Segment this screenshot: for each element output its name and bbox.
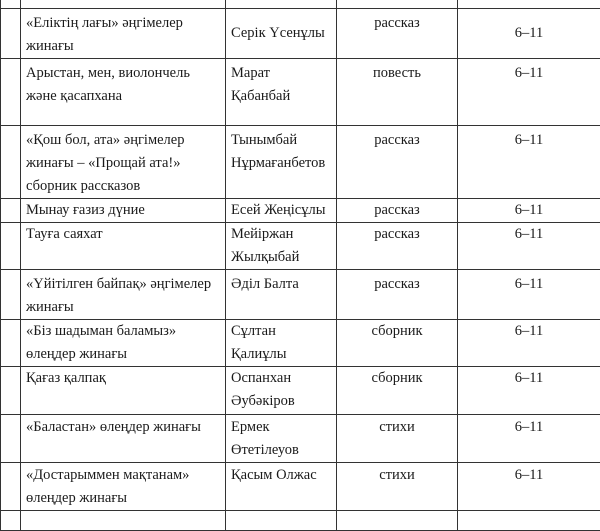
cell-grades: 6–11 <box>458 367 600 415</box>
cell-title: «Еліктің лағы» әңгімелер жинағы <box>21 9 226 59</box>
cell-grades <box>458 0 600 9</box>
cell-genre: сборник <box>337 367 458 415</box>
cell-number <box>1 270 21 320</box>
cell-grades: 6–11 <box>458 320 600 367</box>
cell-author <box>226 511 337 531</box>
cell-author: Қасым Олжас <box>226 463 337 511</box>
table-row <box>1 126 600 199</box>
cell-author <box>226 0 337 9</box>
table-row-partial-top <box>1 0 600 9</box>
cell-number <box>1 199 21 223</box>
cell-genre: сборник <box>337 320 458 367</box>
cell-title: Мынау ғазиз дүние <box>21 199 226 223</box>
cell-grades: 6–11 <box>458 463 600 511</box>
cell-author: Оспанхан Әубәкіров <box>226 367 337 415</box>
cell-grades: 6–11 <box>458 126 600 199</box>
cell-number <box>1 320 21 367</box>
table-row-partial-bottom <box>1 511 600 531</box>
cell-author: Әділ Балта <box>226 270 337 320</box>
cell-genre: рассказ <box>337 126 458 199</box>
cell-number <box>1 367 21 415</box>
cell-genre: рассказ <box>337 199 458 223</box>
table-row <box>1 223 600 270</box>
cell-author: Тынымбай Нұрмағанбетов <box>226 126 337 199</box>
cell-author: Марат Қабанбай <box>226 59 337 126</box>
cell-title: «Үйітілген байпақ» әңгімелер жинағы <box>21 270 226 320</box>
table-row <box>1 463 600 511</box>
cell-genre: повесть <box>337 59 458 126</box>
table-row <box>1 9 600 59</box>
cell-title: «Қош бол, ата» әңгімелер жинағы – «Прощай ата!» сборник рассказов <box>21 126 226 199</box>
cell-title: Арыстан, мен, виолончель және қасапхана <box>21 59 226 126</box>
cell-grades: 6–11 <box>458 59 600 126</box>
cell-genre: рассказ <box>337 270 458 320</box>
cell-number <box>1 59 21 126</box>
cell-grades: 6–11 <box>458 223 600 270</box>
cell-grades: 6–11 <box>458 9 600 59</box>
cell-genre: стихи <box>337 463 458 511</box>
cell-author: Сұлтан Қалиұлы <box>226 320 337 367</box>
cell-title: «Достарыммен мақтанам» өлеңдер жинағы <box>21 463 226 511</box>
table-row <box>1 415 600 463</box>
cell-genre: рассказ <box>337 223 458 270</box>
cell-author: Серік Үсенұлы <box>226 9 337 59</box>
cell-title <box>21 511 226 531</box>
cell-title: Қағаз қалпақ <box>21 367 226 415</box>
cell-genre <box>337 0 458 9</box>
cell-grades: 6–11 <box>458 199 600 223</box>
cell-author: Ермек Өтетілеуов <box>226 415 337 463</box>
cell-number <box>1 415 21 463</box>
cell-grades: 6–11 <box>458 415 600 463</box>
cell-number <box>1 126 21 199</box>
cell-number <box>1 9 21 59</box>
cell-genre: рассказ <box>337 9 458 59</box>
cell-title: Тауға саяхат <box>21 223 226 270</box>
cell-number <box>1 463 21 511</box>
cell-title <box>21 0 226 9</box>
cell-genre <box>337 511 458 531</box>
cell-grades <box>458 511 600 531</box>
table-row <box>1 59 600 126</box>
cell-grades: 6–11 <box>458 270 600 320</box>
table-row <box>1 367 600 415</box>
cell-author: Есей Жеңісұлы <box>226 199 337 223</box>
table-row <box>1 320 600 367</box>
table-row <box>1 199 600 223</box>
cell-author: Мейіржан Жылқыбай <box>226 223 337 270</box>
cell-number <box>1 511 21 531</box>
cell-title: «Баластан» өлеңдер жинағы <box>21 415 226 463</box>
cell-genre: стихи <box>337 415 458 463</box>
cell-number <box>1 0 21 9</box>
cell-number <box>1 223 21 270</box>
cell-title: «Біз шадыман баламыз» өлеңдер жинағы <box>21 320 226 367</box>
table-row <box>1 270 600 320</box>
